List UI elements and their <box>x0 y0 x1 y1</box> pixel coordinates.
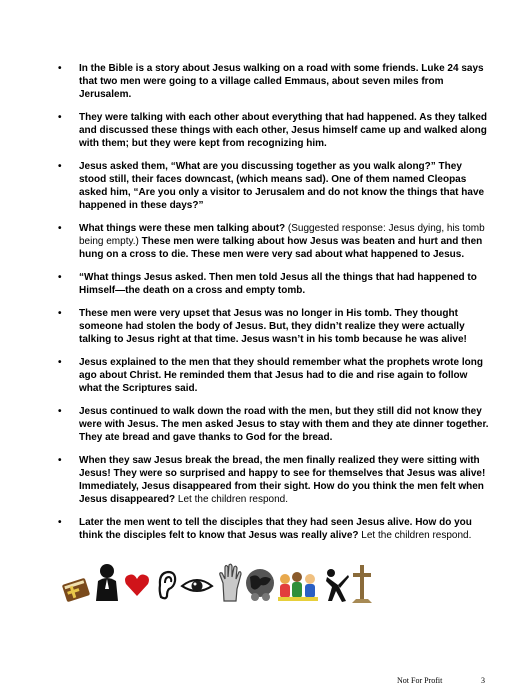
bullet-marker: • <box>58 161 62 172</box>
list-item <box>58 405 490 444</box>
bullet-text-bold: Later the men went to tell the disciples that they had seen Jesus alive. How do you think the disciples felt to know that Jesus was really alive? <box>79 517 472 541</box>
bullet-marker: • <box>58 517 62 528</box>
bullet-text-bold: These men were very upset that Jesus was no longer in His tomb. They thought someone had stolen the body of Jesus. But, they didn’t realize they were actually talking to Jesus right at that time. Jesus wasn’t in his tomb because he was alive! <box>79 308 467 345</box>
bible-icon <box>62 571 92 603</box>
bullet-marker: • <box>58 455 62 466</box>
list-item <box>58 356 490 395</box>
icon-row <box>62 563 372 605</box>
globe-icon <box>245 565 275 603</box>
footer-label: Not For Profit <box>397 676 443 685</box>
eye-icon <box>180 575 214 595</box>
list-item <box>58 454 490 506</box>
bullet-text-bold: In the Bible is a story about Jesus walking on a road with some friends. Luke 24 says that two men were going to a village called Emmaus, about seven miles from Jerusalem. <box>79 63 484 100</box>
bullet-text-bold: Jesus continued to walk down the road with the men, but they still did not know they were with Jesus. The men asked Jesus to stay with them and they ate dinner together. They ate bread and gave thanks to God for the bread. <box>79 406 489 443</box>
list-item <box>58 222 490 261</box>
bullet-marker: • <box>58 63 62 74</box>
stretching-person-icon <box>324 567 350 603</box>
bullet-marker: • <box>58 308 62 319</box>
hand-icon <box>218 563 242 603</box>
list-item <box>58 516 490 542</box>
bullet-text-bold: “What things Jesus asked. Then men told Jesus all the things that had happened to Himself—the death on a cross and empty tomb. <box>79 272 477 296</box>
bullet-marker: • <box>58 406 62 417</box>
praying-child-icon <box>94 563 120 603</box>
bullet-marker: • <box>58 272 62 283</box>
bullet-text-bold: What things were these men talking about? <box>79 223 286 234</box>
heart-icon <box>124 573 150 597</box>
list-item <box>58 62 490 101</box>
list-item <box>58 111 490 150</box>
bullet-marker: • <box>58 112 62 123</box>
bullet-text-normal: Let the children respond. <box>175 494 289 505</box>
bullet-text-normal: (Suggested response: Jesus dying, his tomb being empty.) <box>79 223 485 247</box>
children-group-icon <box>277 569 319 603</box>
list-item <box>58 160 490 212</box>
list-item <box>58 271 490 297</box>
document-body <box>58 62 490 552</box>
page-number: 3 <box>481 676 485 685</box>
list-item <box>58 307 490 346</box>
bullet-text-bold: When they saw Jesus break the bread, the men finally realized they were sitting with Jesus! They were so surprised and happy to see for themselves that Jesus was alive! Immediately, Jesus disappeared from their sight. How do you think the men felt when Jesus disappeared? <box>79 455 486 505</box>
bullet-text-bold-2: These men were talking about how Jesus was beaten and hurt and then hung on a cross to die. These men were very sad about what happened to Jesus. <box>79 236 483 260</box>
ear-icon <box>155 569 177 601</box>
bullet-text-bold: They were talking with each other about everything that had happened. As they talked and discussed these things with each other, Jesus himself came up and walked along with them; but they were kept from recognizing him. <box>79 112 488 149</box>
cross-icon <box>352 563 372 605</box>
bullet-text-bold: Jesus explained to the men that they should remember what the prophets wrote long ago about Christ. He reminded them that Jesus had to die and rise again to follow what the Scriptures said. <box>79 357 483 394</box>
bullet-marker: • <box>58 357 62 368</box>
bullet-marker: • <box>58 223 62 234</box>
bullet-text-bold: Jesus asked them, “What are you discussing together as you walk along?” They stood still, their faces downcast, (which means sad). One of them named Cleopas asked him, “Are you only a visitor to Jerusalem and do not know the things that have happened in these days?” <box>79 161 485 211</box>
bullet-text-normal: Let the children respond. <box>358 530 472 541</box>
